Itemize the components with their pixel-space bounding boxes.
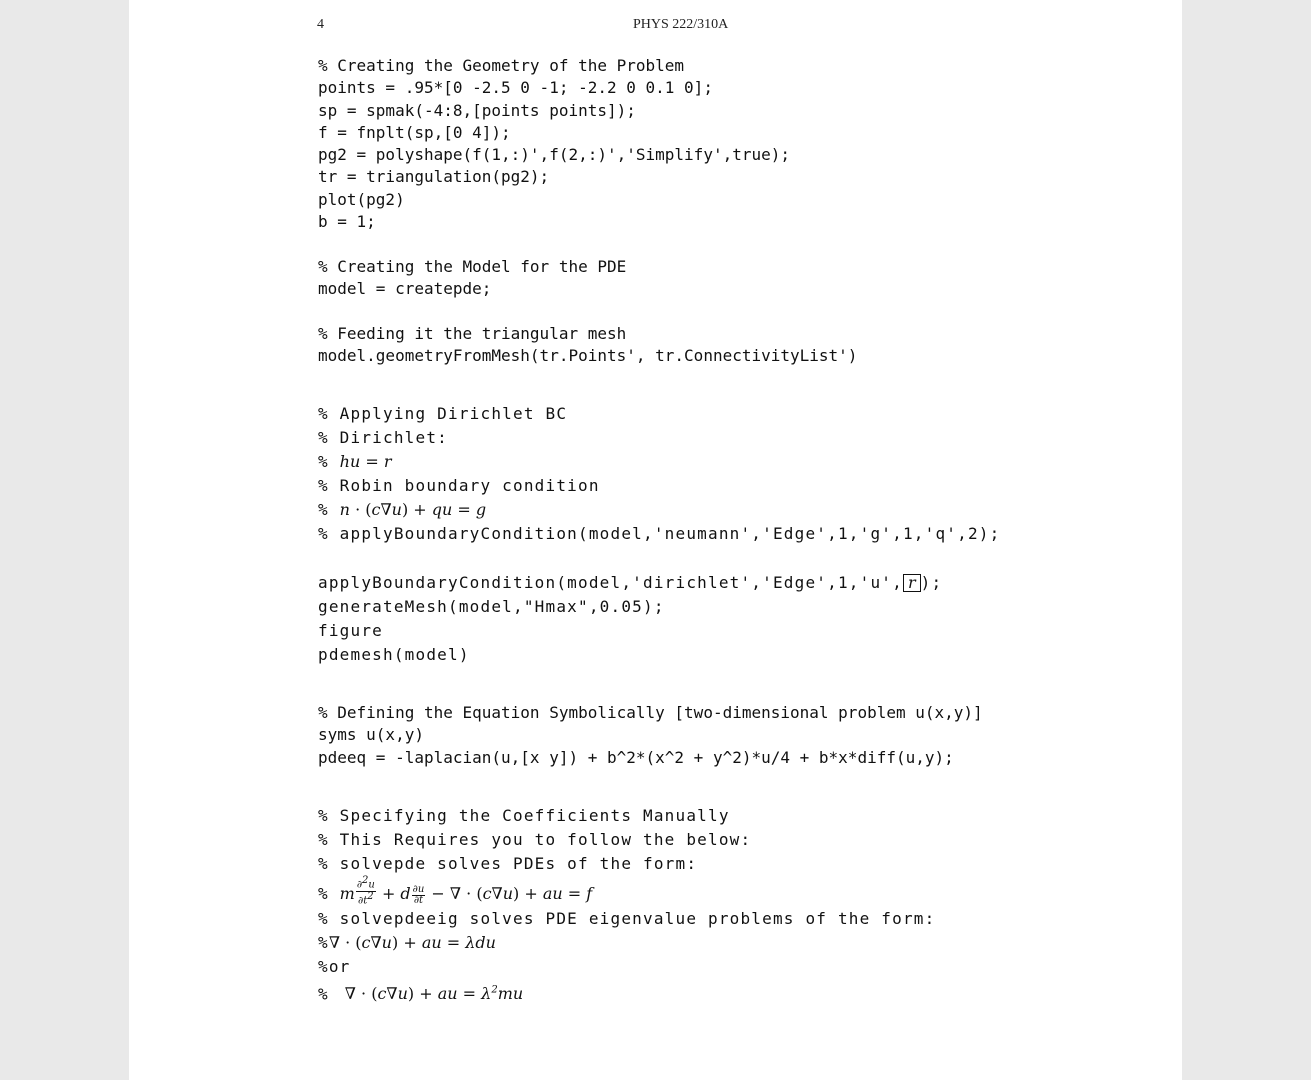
code-block-equation: [318, 702, 983, 769]
code-line: generateMesh(model,"Hmax",0.05);: [318, 596, 665, 616]
code-line: syms u(x,y): [318, 725, 424, 745]
equation-eig-form-2: ∇ · (c∇u) + au = $\lambda^2mu$: [344, 984, 524, 1004]
comment-marker: %: [318, 500, 340, 520]
equation-eig-form-1: ∇ · (c∇u) + au = λdu: [328, 932, 496, 952]
code-line: % Feeding it the triangular mesh: [318, 324, 627, 343]
code-line: f = fnplt(sp,[0 4]);: [318, 122, 511, 142]
document-page: [129, 0, 1182, 1080]
code-block-geometry: [318, 55, 790, 233]
code-line: % Applying Dirichlet BC: [318, 404, 568, 423]
equation-dirichlet: hu = r: [339, 452, 392, 472]
code-line: pdeeq = -laplacian(u,[x y]) + b^2*(x^2 + y^2)*u/4 + b*x*diff(u,y);: [318, 747, 954, 767]
blank-line: [318, 547, 1000, 571]
code-line: % solvepdeeig solves PDE eigenvalue problems of the form:: [318, 908, 936, 928]
code-line: pdemesh(model): [318, 644, 470, 664]
code-line: figure: [318, 620, 383, 640]
code-line: model.geometryFromMesh(tr.Points', tr.ConnectivityList'): [318, 346, 858, 366]
code-line: % This Requires you to follow the below:: [318, 830, 752, 850]
code-block-coefficients: [318, 804, 935, 1006]
code-line: % Robin boundary condition: [318, 476, 600, 496]
code-block-model: [318, 256, 626, 301]
equation-robin: n · (c∇u) + qu = g: [339, 500, 487, 520]
equation-pde-form: m $\frac{\partial^2u}{\partial t^2}$ + d $\frac{\partial u}{\partial t}$ − ∇ · (c∇u) + au = f: [339, 875, 593, 906]
code-line: pg2 = polyshape(f(1,:)',f(2,:)','Simplify',true);: [318, 145, 791, 165]
comment-marker: %: [318, 884, 340, 904]
code-line: % solvepde solves PDEs of the form:: [318, 854, 698, 874]
code-line-math: [318, 931, 935, 955]
comment-marker: %: [318, 984, 340, 1004]
code-line: b = 1;: [318, 212, 376, 232]
code-line: % Specifying the Coefficients Manually: [318, 806, 730, 825]
page-number: 4: [317, 17, 324, 32]
code-text: applyBoundaryCondition(model,'dirichlet','Edge',1,'u',: [318, 572, 903, 592]
boxed-symbol: r: [903, 574, 921, 592]
code-line: plot(pg2): [318, 189, 405, 209]
code-line-math: [318, 498, 1000, 522]
code-text: );: [920, 572, 943, 592]
code-line: points = .95*[0 -2.5 0 -1; -2.2 0 0.1 0];: [318, 78, 713, 98]
code-line-math: [318, 876, 935, 906]
code-line: % applyBoundaryCondition(model,'neumann','Edge',1,'g',1,'q',2);: [318, 524, 1001, 544]
code-line: % Creating the Geometry of the Problem: [318, 56, 685, 75]
code-line: tr = triangulation(pg2);: [318, 167, 550, 187]
code-line: % Defining the Equation Symbolically [two-dimensional problem u(x,y)]: [318, 703, 983, 722]
code-line: %or: [318, 956, 351, 976]
code-line: [318, 571, 1000, 595]
comment-marker: %: [318, 932, 329, 952]
code-line-math: [318, 450, 1000, 474]
code-line: model = createpde;: [318, 279, 492, 299]
running-header: PHYS 222/310A: [633, 17, 729, 32]
code-line-math: [318, 979, 935, 1006]
comment-marker: %: [318, 452, 340, 472]
code-block-mesh: [318, 323, 857, 368]
code-line: % Dirichlet:: [318, 428, 448, 448]
code-line: % Creating the Model for the PDE: [318, 257, 627, 276]
code-line: sp = spmak(-4:8,[points points]);: [318, 100, 636, 120]
code-block-boundary: [318, 402, 1000, 667]
